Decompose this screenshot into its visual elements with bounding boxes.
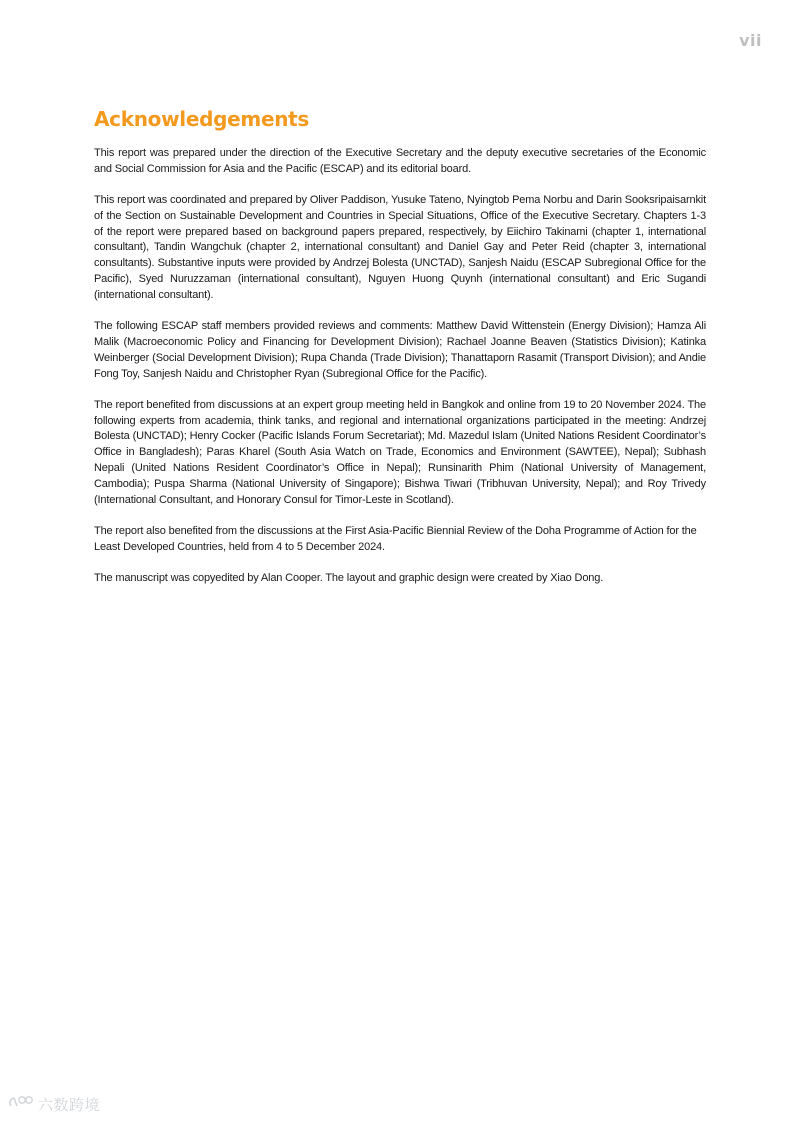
page-number: vii [739,31,762,50]
watermark-text: 六数跨境 [38,1096,101,1114]
paragraph-staff-reviews: The following ESCAP staff members provided reviews and comments: Matthew David Wittenstein (Energy Division); Hamza Ali Malik (Macroeconomic Policy and Financing for Development Division); Rachael Joanne Beaven (Statistics Division); Katinka Weinberger (Social Development Division); Rupa Chanda (Trade Division); Thanattaporn Rasamit (Transport Division); and Andie Fong Toy, Sanjesh Naidu and Christopher Ryan (Subregional Office for the Pacific). [94,320,706,380]
document-content [94,106,706,602]
watermark [8,1094,100,1115]
paragraph-expert-meeting: The report benefited from discussions at an expert group meeting held in Bangkok and online from 19 to 20 November 2024. The following experts from academia, think tanks, and regional and international organizations participated in the meeting: Andrzej Bolesta (UNCTAD); Henry Cocker (Pacific Islands Forum Secretariat); Md. Mazedul Islam (United Nations Resident Coordinator’s Office in Bangladesh); Paras Kharel (South Asia Watch on Trade, Economics and Environment (SAWTEE), Nepal); Subhash Nepali (United Nations Resident Coordinator’s Office in Nepal); Runsinarith Phim (National University of Management, Cambodia); Puspa Sharma (National University of Singapore); Bishwa Tiwari (Tribhuvan University, Nepal); and Roy Trivedy (International Consultant, and Honorary Consul for Timor-Leste in Scotland). [94,398,706,506]
paragraph-biennial-review: The report also benefited from the discussions at the First Asia-Pacific Biennial Review of the Doha Programme of Action for the Least Developed Countries, held from 4 to 5 December 2024. [94,524,697,553]
paragraph-direction: This report was prepared under the direction of the Executive Secretary and the deputy executive secretaries of the Economic and Social Commission for Asia and the Pacific (ESCAP) and its editorial board. [94,147,706,175]
paragraph-coordination: This report was coordinated and prepared by Oliver Paddison, Yusuke Tateno, Nyingtob Pema Norbu and Darin Sooksripaisarnkit of the Section on Sustainable Development and Countries in Special Situations, Office of the Executive Secretary. Chapters 1-3 of the report were prepared based on background papers prepared, respectively, by Eiichiro Takinami (chapter 1, international consultant), Tandin Wangchuk (chapter 2, international consultant) and Daniel Gay and Peter Reid (chapter 3, international consultants). Substantive inputs were provided by Andrzej Bolesta (UNCTAD), Sanjesh Naidu (ESCAP Subregional Office for the Pacific), Syed Nuruzzaman (international consultant), Nguyen Huong Quynh (international consultant) and Eric Sugandi (international consultant). [94,194,706,301]
watermark-logo-icon [8,1094,34,1115]
paragraph-copyediting: The manuscript was copyedited by Alan Cooper. The layout and graphic design were created by Xiao Dong. [94,572,604,585]
page-heading: Acknowledgements [94,107,310,131]
